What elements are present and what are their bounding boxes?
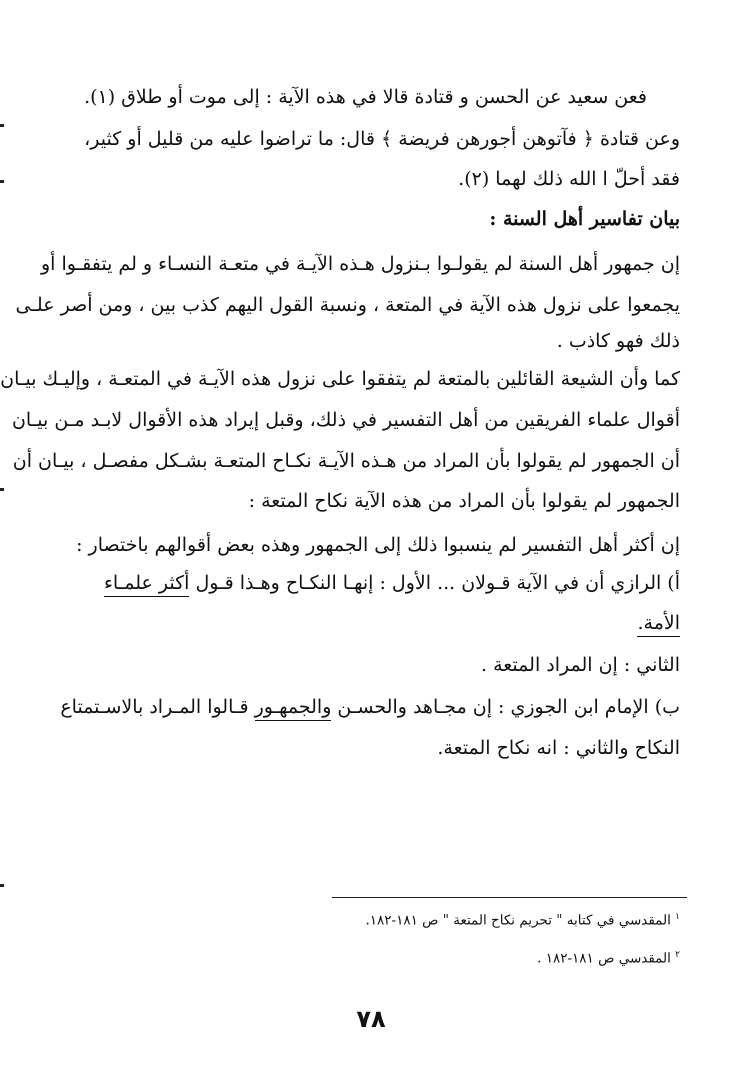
margin-mark <box>0 884 4 887</box>
jawzi-text: ب) الإمام ابن الجوزي : إن مجـاهد والحسـن <box>331 696 680 718</box>
section-heading: بيان تفاسير أهل السنة : <box>489 208 680 230</box>
margin-mark <box>0 124 4 127</box>
razi-text: أ) الرازي أن في الآية قـولان ... الأول : إنهـا النكـاح وهـذا قـول <box>189 572 680 594</box>
footnote-text: المقدسي في كتابه " تحريم نكاح المتعة " ص ١٨١-١٨٢. <box>365 912 671 929</box>
margin-mark <box>0 180 4 183</box>
footnote-number: ٢ <box>675 950 680 960</box>
footnote-number: ١ <box>675 912 680 922</box>
text-line: الثاني : إن المراد المتعة . <box>481 654 680 676</box>
margin-mark <box>0 488 4 491</box>
footnote-1 <box>200 906 680 932</box>
underlined-text: والجمهـور <box>255 696 332 721</box>
footnote-text: المقدسي ص ١٨١-١٨٢ . <box>537 950 671 967</box>
footnote-separator <box>332 897 687 898</box>
footnote-2 <box>200 944 680 970</box>
text-line <box>80 608 680 638</box>
text-line: إن جمهور أهل السنة لم يقولـوا بـنزول هـذه الآيـة في متعـة النسـاء و لم يتفقـوا أو <box>40 253 680 275</box>
text-line: أن الجمهور لم يقولوا بأن المراد من هـذه الآيـة نكـاح المتعـة بشـكل مفصـل ، بيـان أن <box>12 450 680 472</box>
text-line: أقوال علماء الفريقين من أهل التفسير في ذلك، وقبل إيراد هذه الأقوال لابـد مـن بيـان <box>11 409 680 431</box>
text-line: النكاح والثاني : انه نكاح المتعة. <box>437 737 680 759</box>
jawzi-line <box>60 692 680 722</box>
text-line: ذلك فهو كاذب . <box>556 330 680 352</box>
text-line: كما وأن الشيعة القائلين بالمتعة لم يتفقوا على نزول هذه الآيـة في المتعـة ، وإليـك بيـان <box>0 368 680 390</box>
text-line: وعن قتادة ﴿ فآتوهن أجورهن فريضة ﴾ قال: ما تراضوا عليه من قليل أو كثير، <box>84 128 680 150</box>
razi-line <box>80 568 680 598</box>
text-line: فعن سعيد عن الحسن و قتادة قالا في هذه الآية : إلى موت أو طلاق (١). <box>84 86 647 108</box>
text-line: إن أكثر أهل التفسير لم ينسبوا ذلك إلى الجمهور وهذه بعض أقوالهم باختصار : <box>76 534 680 556</box>
page-number: ٧٨ <box>356 1005 386 1033</box>
text-line: الجمهور لم يقولوا بأن المراد من هذه الآية نكاح المتعة : <box>248 490 680 512</box>
text-line: يجمعوا على نزول هذه الآية في المتعة ، ونسبة القول اليهم كذب بين ، ومن أصر علـى <box>15 294 680 316</box>
underlined-text: الأمة. <box>637 612 680 637</box>
text-line: فقد أحلّ ا الله ذلك لهما (٢). <box>458 168 680 190</box>
underlined-text: أكثر علمـاء <box>104 572 189 597</box>
jawzi-text-end: قـالوا المـراد بالاسـتمتاع <box>60 696 255 718</box>
